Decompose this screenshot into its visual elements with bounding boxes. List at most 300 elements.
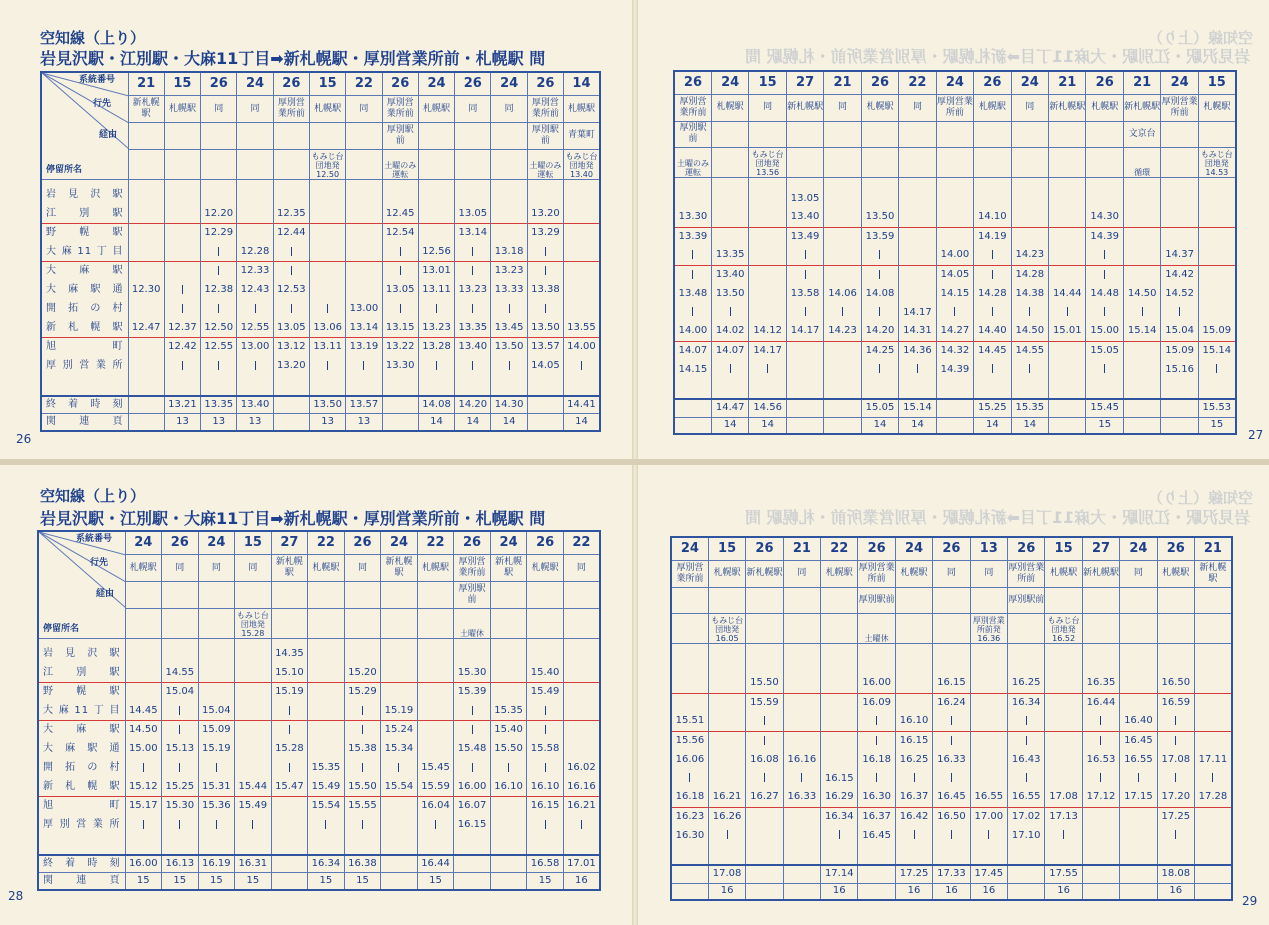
pass-through-mark	[325, 820, 326, 829]
trip-via	[824, 121, 861, 147]
departure-time	[237, 357, 273, 376]
departure-time	[970, 826, 1007, 845]
related-page-number: 14	[564, 414, 600, 431]
departure-time: 13.00	[237, 338, 273, 357]
departure-time	[162, 721, 199, 740]
departure-time: 12.30	[128, 281, 164, 300]
departure-time: 15.17	[125, 797, 162, 816]
label-yukisaki: 行先	[90, 558, 109, 568]
pass-through-mark	[1212, 773, 1213, 782]
trip-note	[824, 147, 861, 177]
trip-via	[128, 123, 164, 149]
trip-note: 土曜のみ運転	[382, 149, 418, 179]
trip-note	[491, 149, 527, 179]
spacer-cell	[974, 379, 1011, 399]
departure-time: 14.55	[1011, 341, 1048, 360]
trip-via	[1120, 587, 1157, 613]
departure-time	[711, 208, 748, 227]
spacer-cell	[824, 177, 861, 189]
station-name: 旭町	[41, 338, 128, 357]
trip-note	[783, 613, 820, 643]
departure-time: 16.18	[671, 788, 708, 807]
departure-time: 16.15	[527, 797, 564, 816]
spacer-cell	[936, 379, 973, 399]
departure-time	[1120, 674, 1157, 693]
departure-time	[162, 759, 199, 778]
departure-time	[128, 186, 164, 205]
departure-time	[125, 816, 162, 835]
pass-through-mark	[182, 304, 183, 313]
spacer-cell	[974, 177, 1011, 189]
station-row	[674, 208, 1236, 227]
departure-time	[1194, 731, 1231, 750]
departure-time	[418, 300, 454, 319]
station-row	[41, 357, 600, 376]
departure-time	[164, 281, 200, 300]
departure-time	[674, 189, 711, 208]
departure-time: 16.07	[454, 797, 491, 816]
trip-note	[1008, 613, 1045, 643]
spacer-cell	[381, 835, 418, 855]
departure-time	[417, 816, 454, 835]
spacer-cell	[491, 376, 527, 396]
departure-time: 15.44	[235, 778, 272, 797]
departure-time: 16.09	[858, 693, 895, 712]
departure-time: 13.58	[786, 284, 823, 303]
departure-time: 16.45	[933, 788, 970, 807]
trip-route-number: 26	[674, 71, 711, 94]
trip-route-number: 26	[974, 71, 1011, 94]
departure-time	[1086, 189, 1123, 208]
departure-time: 13.29	[527, 224, 563, 243]
pass-through-mark	[509, 304, 510, 313]
departure-time	[1194, 769, 1231, 788]
trip-destination: 同	[162, 554, 199, 581]
trip-note	[861, 147, 898, 177]
trip-destination: 同	[563, 554, 600, 581]
station-row	[674, 322, 1236, 341]
departure-time: 14.42	[1161, 265, 1198, 284]
departure-time	[933, 769, 970, 788]
station-row	[671, 693, 1232, 712]
trip-route-number: 24	[418, 72, 454, 95]
departure-time	[1198, 227, 1235, 246]
trip-via: 青葉町	[564, 123, 600, 149]
spacer-cell	[235, 835, 272, 855]
pass-through-mark	[143, 820, 144, 829]
departure-time: 12.38	[201, 281, 237, 300]
departure-time	[164, 243, 200, 262]
trip-via	[490, 582, 527, 608]
trip-destination: 札幌駅	[564, 95, 600, 122]
final-arrival-time: 13.21	[164, 396, 200, 414]
departure-time	[970, 693, 1007, 712]
departure-time	[128, 243, 164, 262]
departure-time	[749, 189, 786, 208]
station-row	[671, 712, 1232, 731]
spacer-cell	[933, 845, 970, 865]
departure-time	[970, 769, 1007, 788]
departure-time: 13.50	[491, 338, 527, 357]
station-row	[674, 246, 1236, 265]
departure-time	[786, 360, 823, 379]
departure-time	[235, 759, 272, 778]
pass-through-mark	[179, 763, 180, 772]
departure-time	[1120, 655, 1157, 674]
trip-destination: 同	[783, 560, 820, 587]
departure-time: 15.59	[746, 693, 783, 712]
departure-time: 16.45	[858, 826, 895, 845]
departure-time: 14.31	[899, 322, 936, 341]
departure-time: 13.14	[346, 319, 382, 338]
pass-through-mark	[992, 364, 993, 373]
departure-time: 16.30	[858, 788, 895, 807]
station-row	[41, 224, 600, 243]
related-page-number: 14	[749, 417, 786, 434]
departure-time	[271, 797, 308, 816]
spacer-cell	[674, 379, 711, 399]
departure-time	[936, 189, 973, 208]
trip-destination: 札幌駅	[711, 94, 748, 121]
trip-note	[164, 149, 200, 179]
pass-through-mark	[472, 304, 473, 313]
pass-through-mark	[1026, 773, 1027, 782]
departure-time: 13.20	[273, 357, 309, 376]
departure-time: 16.25	[1008, 674, 1045, 693]
departure-time	[1123, 189, 1160, 208]
final-arrival-time	[674, 399, 711, 417]
trip-via	[125, 582, 162, 608]
departure-time: 15.14	[1198, 341, 1235, 360]
departure-time	[824, 303, 861, 322]
departure-time	[564, 224, 600, 243]
trip-via: 文京台	[1123, 121, 1160, 147]
departure-time: 15.04	[162, 683, 199, 702]
departure-time: 16.18	[858, 750, 895, 769]
trip-destination: 新札幌駅	[746, 560, 783, 587]
spacer-cell	[970, 845, 1007, 865]
final-arrival-time	[273, 396, 309, 414]
departure-time: 16.21	[708, 788, 745, 807]
departure-time: 13.45	[491, 319, 527, 338]
trip-via	[1011, 121, 1048, 147]
departure-time	[970, 731, 1007, 750]
trip-via	[974, 121, 1011, 147]
trip-note	[308, 608, 345, 638]
departure-time: 15.31	[198, 778, 235, 797]
departure-time	[783, 807, 820, 826]
pass-through-mark	[581, 820, 582, 829]
pass-through-mark	[992, 307, 993, 316]
spacer-cell	[1008, 845, 1045, 865]
station-row	[671, 807, 1232, 826]
route-title-bottom: 岩見沢駅・江別駅・大麻11丁目➡新札幌駅・厚別営業所前・札幌駅 間	[40, 509, 546, 528]
departure-time	[1008, 769, 1045, 788]
trip-via	[271, 582, 308, 608]
pass-through-mark	[1216, 364, 1217, 373]
departure-time: 12.55	[201, 338, 237, 357]
related-page-number	[271, 873, 308, 890]
final-arrival-time	[381, 855, 418, 873]
departure-time: 16.10	[895, 712, 932, 731]
departure-time: 16.21	[563, 797, 600, 816]
trip-note	[198, 608, 235, 638]
final-arrival-time: 14.47	[711, 399, 748, 417]
departure-time	[417, 721, 454, 740]
departure-time: 14.02	[711, 322, 748, 341]
trip-note	[974, 147, 1011, 177]
departure-time: 14.10	[974, 208, 1011, 227]
departure-time: 12.43	[237, 281, 273, 300]
ghost-route-title-29: 岩見沢駅・江別駅・大麻11丁目➡新札幌駅・厚別営業所前・札幌駅 間	[745, 508, 1251, 527]
spacer-cell	[271, 835, 308, 855]
station-row	[671, 788, 1232, 807]
departure-time: 14.06	[824, 284, 861, 303]
related-page-number: 15	[125, 873, 162, 890]
trip-note: 厚別営業所前発16.36	[970, 613, 1007, 643]
departure-time	[1123, 265, 1160, 284]
departure-time	[346, 281, 382, 300]
departure-time	[309, 186, 345, 205]
pass-through-mark	[436, 361, 437, 370]
trip-destination: 厚別営業所前	[674, 94, 711, 121]
pass-through-mark	[876, 736, 877, 745]
departure-time: 15.28	[271, 740, 308, 759]
spacer-cell	[1049, 177, 1086, 189]
trip-note: 土曜休	[858, 613, 895, 643]
departure-time	[417, 740, 454, 759]
departure-time	[821, 693, 858, 712]
trip-route-number: 24	[1011, 71, 1048, 94]
trip-destination: 札幌駅	[417, 554, 454, 581]
departure-time	[708, 731, 745, 750]
departure-time	[711, 303, 748, 322]
related-page-number	[1008, 883, 1045, 900]
departure-time	[491, 205, 527, 224]
trip-route-number: 26	[382, 72, 418, 95]
departure-time	[1198, 303, 1235, 322]
pass-through-mark	[1175, 773, 1176, 782]
pass-through-mark	[545, 763, 546, 772]
final-arrival-time: 14.41	[564, 396, 600, 414]
page-number-26: 26	[16, 432, 32, 446]
departure-time: 16.55	[970, 788, 1007, 807]
pass-through-mark	[767, 364, 768, 373]
trip-route-number: 14	[564, 72, 600, 95]
station-name: 岩見沢駅	[38, 645, 125, 664]
timetable-page-27	[673, 70, 1237, 435]
departure-time: 13.12	[273, 338, 309, 357]
departure-time: 15.30	[454, 664, 491, 683]
departure-time: 15.34	[381, 740, 418, 759]
final-arrival-time	[824, 399, 861, 417]
departure-time	[711, 227, 748, 246]
departure-time	[454, 645, 491, 664]
departure-time: 14.50	[1011, 322, 1048, 341]
departure-time	[1082, 731, 1119, 750]
pass-through-mark	[954, 307, 955, 316]
pass-through-mark	[1179, 307, 1180, 316]
departure-time	[1194, 807, 1231, 826]
header-row-via	[671, 587, 1232, 613]
pass-through-mark	[1067, 307, 1068, 316]
trip-note	[344, 608, 381, 638]
departure-time: 14.27	[936, 322, 973, 341]
departure-time	[381, 645, 418, 664]
departure-time	[164, 262, 200, 281]
related-page-row	[671, 883, 1232, 900]
pass-through-mark	[218, 247, 219, 256]
departure-time: 16.10	[490, 778, 527, 797]
departure-time: 13.11	[309, 338, 345, 357]
pass-through-mark	[545, 820, 546, 829]
departure-time: 14.39	[936, 360, 973, 379]
departure-time	[309, 205, 345, 224]
trip-destination: 厚別営業所前	[1008, 560, 1045, 587]
label-teiryusho: 停留所名	[43, 624, 80, 634]
departure-time: 13.50	[527, 319, 563, 338]
departure-time	[1123, 303, 1160, 322]
spacer-cell	[746, 845, 783, 865]
spacer-cell	[41, 376, 128, 396]
related-page-number: 13	[201, 414, 237, 431]
trip-destination: 同	[344, 554, 381, 581]
departure-time	[382, 300, 418, 319]
departure-time	[824, 189, 861, 208]
trip-note	[455, 149, 491, 179]
departure-time	[899, 265, 936, 284]
departure-time	[162, 702, 199, 721]
trip-via	[198, 582, 235, 608]
departure-time	[273, 186, 309, 205]
pass-through-mark	[472, 763, 473, 772]
departure-time	[344, 721, 381, 740]
spacer-cell	[382, 376, 418, 396]
departure-time	[1011, 189, 1048, 208]
departure-time	[164, 300, 200, 319]
timetable-page-26	[40, 71, 601, 432]
trip-via	[1157, 587, 1194, 613]
departure-time	[1161, 208, 1198, 227]
trip-route-number: 24	[1120, 537, 1157, 560]
final-arrival-time: 15.35	[1011, 399, 1048, 417]
spacer-cell	[783, 643, 820, 655]
related-page-number: 14	[974, 417, 1011, 434]
trip-note	[746, 613, 783, 643]
line-title-top: 空知線（上り）	[40, 29, 146, 47]
departure-time	[564, 262, 600, 281]
final-arrival-time: 15.05	[861, 399, 898, 417]
spacer-cell	[201, 376, 237, 396]
departure-time	[237, 300, 273, 319]
departure-time	[786, 303, 823, 322]
departure-time	[381, 797, 418, 816]
departure-time	[346, 262, 382, 281]
trip-route-number: 27	[786, 71, 823, 94]
pass-through-mark	[400, 304, 401, 313]
spacer-cell	[746, 643, 783, 655]
final-arrival-time: 17.55	[1045, 865, 1082, 883]
departure-time	[1120, 826, 1157, 845]
spacer-cell	[674, 177, 711, 189]
departure-time: 13.01	[418, 262, 454, 281]
trip-via	[162, 582, 199, 608]
departure-time	[746, 731, 783, 750]
pass-through-mark	[435, 820, 436, 829]
related-page-number: 15	[162, 873, 199, 890]
departure-time	[1082, 712, 1119, 731]
trip-route-number: 26	[1157, 537, 1194, 560]
departure-time: 15.09	[1161, 341, 1198, 360]
spacer-cell	[1011, 177, 1048, 189]
departure-time: 14.32	[936, 341, 973, 360]
departure-time	[749, 303, 786, 322]
trip-destination: 厚別営業所前	[382, 95, 418, 122]
related-page-number: 13	[237, 414, 273, 431]
departure-time	[933, 712, 970, 731]
departure-time	[786, 265, 823, 284]
related-page-number	[381, 873, 418, 890]
departure-time	[1045, 693, 1082, 712]
related-page-number: 13	[346, 414, 382, 431]
departure-time	[1198, 189, 1235, 208]
departure-time	[899, 284, 936, 303]
pass-through-mark	[179, 820, 180, 829]
trip-destination: 新札幌駅	[128, 95, 164, 122]
departure-time	[746, 826, 783, 845]
related-page-number: 15	[527, 873, 564, 890]
spacer-cell	[454, 835, 491, 855]
station-name: 野幌駅	[38, 683, 125, 702]
final-arrival-time: 16.38	[344, 855, 381, 873]
station-name: 岩見沢駅	[41, 186, 128, 205]
departure-time	[1194, 674, 1231, 693]
trip-route-number: 15	[1045, 537, 1082, 560]
departure-time: 14.00	[564, 338, 600, 357]
pass-through-mark	[363, 361, 364, 370]
timetable-page-28	[37, 530, 601, 891]
trip-note: もみじ台団地発13.56	[749, 147, 786, 177]
departure-time: 16.16	[783, 750, 820, 769]
trip-via	[418, 123, 454, 149]
departure-time	[1120, 693, 1157, 712]
departure-time: 16.55	[1008, 788, 1045, 807]
pass-through-mark	[917, 364, 918, 373]
related-page-number	[128, 414, 164, 431]
trip-via	[786, 121, 823, 147]
related-page-number: 13	[309, 414, 345, 431]
pass-through-mark	[914, 773, 915, 782]
trip-route-number: 22	[821, 537, 858, 560]
final-arrival-time: 15.14	[899, 399, 936, 417]
departure-time: 15.38	[344, 740, 381, 759]
trip-via	[1045, 587, 1082, 613]
spacer-cell	[895, 845, 932, 865]
pass-through-mark	[1104, 270, 1105, 279]
departure-time: 16.42	[895, 807, 932, 826]
departure-time	[308, 740, 345, 759]
pass-through-mark	[879, 250, 880, 259]
spacer-cell	[1045, 643, 1082, 655]
departure-time: 16.35	[1082, 674, 1119, 693]
departure-time	[1123, 341, 1160, 360]
spacer-cell	[1086, 177, 1123, 189]
departure-time	[974, 189, 1011, 208]
label-teiryusho: 停留所名	[46, 165, 83, 175]
departure-time	[235, 740, 272, 759]
trip-route-number: 24	[1161, 71, 1198, 94]
departure-time: 14.55	[162, 664, 199, 683]
